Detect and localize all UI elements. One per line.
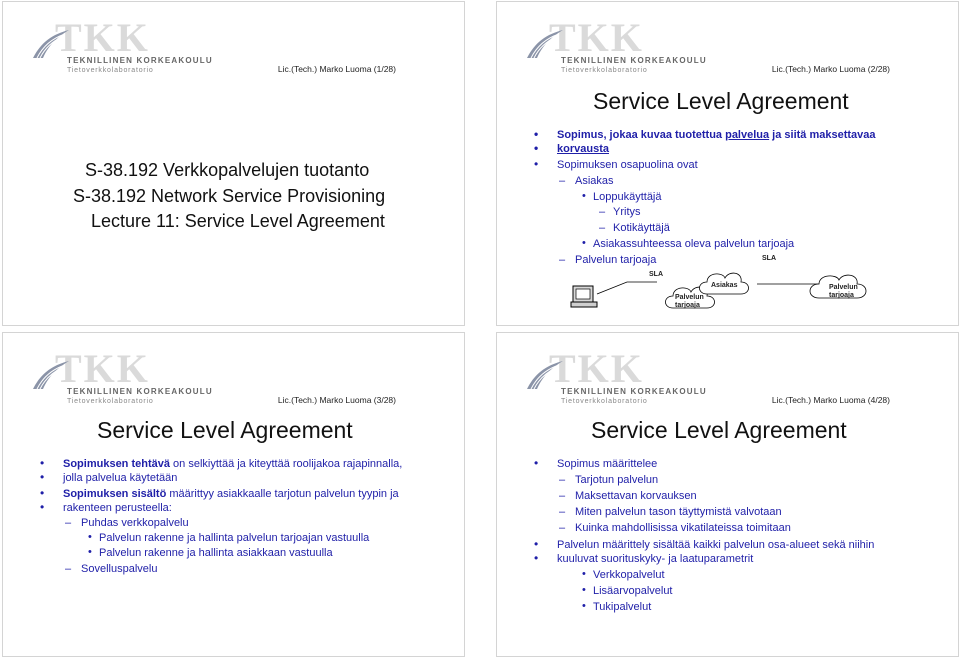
logo-watermark-letters: TKK [55,346,150,391]
sub-application-service: – Sovelluspalvelu [81,562,157,576]
logo-wing-icon [525,28,565,62]
bullet-purpose-cont: • jolla palvelua käytetään [63,471,177,485]
sub-customer-responsibility: • Palvelun rakenne ja hallinta asiakkaan vastuulla [99,546,333,560]
slide-4 [496,332,959,657]
logo-wing-icon [31,359,71,393]
slide-1 [2,1,465,326]
bullet-service-definition-cont: • kuuluvat suorituskyky- ja laatuparametrit [557,552,753,566]
logo-watermark-letters: TKK [549,346,644,391]
sub-provider-responsibility: • Palvelun rakenne ja hallinta palvelun tarjoajan vastuulla [99,531,369,545]
cloud-label-customer: Asiakas [711,282,738,289]
sla-label-left: SLA [649,271,663,278]
logo-lab-name: Tietoverkkolaboratorio [67,398,154,405]
university-logo [517,15,707,78]
bullet-sla-definition-cont: • korvausta [557,142,609,156]
sub-offered-service: – Tarjotun palvelun [575,473,658,487]
slide-title: Service Level Agreement [591,417,847,443]
logo-watermark-letters: TKK [55,15,150,60]
sub-pure-network-service: – Puhdas verkkopalvelu [81,516,189,530]
logo-wing-icon [525,359,565,393]
slide-title: Service Level Agreement [97,417,353,443]
university-logo [23,15,213,78]
logo-lab-name: Tietoverkkolaboratorio [561,398,648,405]
bullet-parties: • Sopimuksen osapuolina ovat [557,158,698,172]
sub-network-services: • Verkkopalvelut [593,568,665,582]
logo-lab-name: Tietoverkkolaboratorio [561,67,648,74]
logo-university-name: TEKNILLINEN KORKEAKOULU [67,56,213,65]
cloud-label-provider-2-line2: tarjoaja [829,292,854,299]
course-code-fi: S-38.192 Verkkopalvelujen tuotanto [85,160,370,180]
bullet-service-definition: • Palvelun määrittely sisältää kaikki palvelun osa-alueet sekä niihin [557,538,874,552]
bullet-content-cont: • rakenteen perusteella: [63,501,172,515]
sub-value-added-services: • Lisäarvopalvelut [593,584,673,598]
page-reference: Lic.(Tech.) Marko Luoma (1/28) [277,64,396,74]
sub-company: – Yritys [613,205,641,219]
logo-wing-icon [31,28,71,62]
course-code-en: S-38.192 Network Service Provisioning [73,186,386,206]
logo-university-name: TEKNILLINEN KORKEAKOULU [67,387,213,396]
sub-service-provider: – Palvelun tarjoaja [575,253,656,267]
cloud-label-provider-1-line1: Palvelun [675,294,704,301]
bullet-content: • Sopimuksen sisältö määrittyy asiakkaalle tarjotun palvelun tyypin ja [63,487,399,501]
bullet-agreement-defines: • Sopimus määrittelee [557,457,657,471]
logo-lab-name: Tietoverkkolaboratorio [67,67,154,74]
sub-fault-handling: – Kuinka mahdollisissa vikatilateissa toimitaan [575,521,791,535]
sub-customer: – Asiakas [575,174,614,188]
logo-university-name: TEKNILLINEN KORKEAKOULU [561,56,707,65]
bullet-purpose: • Sopimuksen tehtävä on selkiyttää ja kiteyttää roolijakoa rajapinnalla, [63,457,402,471]
cloud-label-provider-2-line1: Palvelun [829,284,858,291]
lecture-title: Lecture 11: Service Level Agreement [91,211,385,231]
sub-home-user: – Kotikäyttäjä [613,221,670,235]
page-reference: Lic.(Tech.) Marko Luoma (4/28) [771,395,890,405]
page-reference: Lic.(Tech.) Marko Luoma (2/28) [771,64,890,74]
university-logo [517,346,707,409]
sub-end-user: • Loppukäyttäjä [593,190,662,204]
logo-watermark-letters: TKK [549,15,644,60]
sub-support-services: • Tukipalvelut [593,600,651,614]
logo-university-name: TEKNILLINEN KORKEAKOULU [561,387,707,396]
sla-label-right: SLA [762,255,776,262]
slide-2 [496,1,959,326]
cloud-label-provider-1-line2: tarjoaja [675,302,700,309]
sub-service-level-monitoring: – Miten palvelun tason täyttymistä valvotaan [575,505,782,519]
sub-customer-provider: • Asiakassuhteessa oleva palvelun tarjoaja [593,237,794,251]
bullet-sla-definition: • Sopimus, jokaa kuvaa tuotettua palvelua ja siitä maksettavaa [557,128,876,142]
university-logo [23,346,213,409]
sub-compensation: – Maksettavan korvauksen [575,489,697,503]
computer-icon [571,286,597,307]
sla-relationship-diagram [567,264,947,324]
page-reference: Lic.(Tech.) Marko Luoma (3/28) [277,395,396,405]
slide-title: Service Level Agreement [593,88,849,114]
slide-3 [2,332,465,657]
